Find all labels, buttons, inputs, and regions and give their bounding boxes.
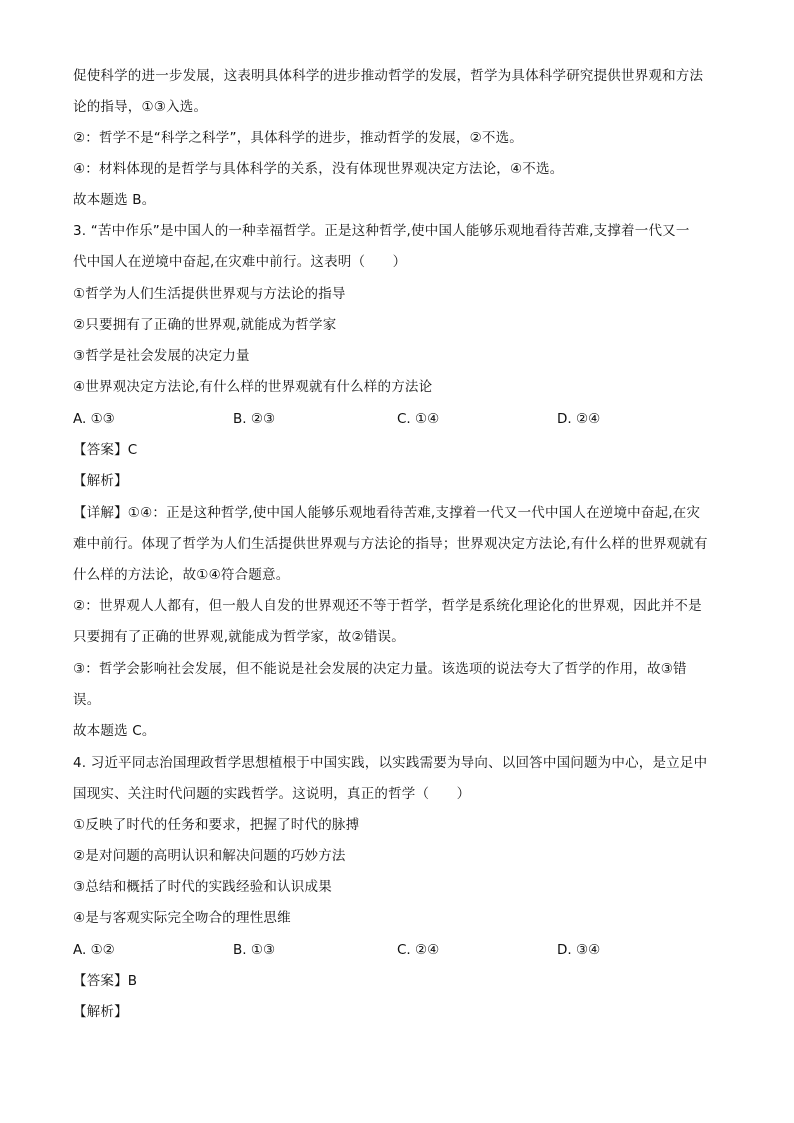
q4-option-d: D. ③④ (557, 942, 601, 958)
q3-item-2: ②只要拥有了正确的世界观,就能成为哲学家 (73, 317, 337, 333)
q3-detail-line-6: ③：哲学会影响社会发展，但不能说是社会发展的决定力量。该选项的说法夸大了哲学的作用，故③错 (73, 661, 687, 677)
q4-option-b: B. ①③ (233, 942, 276, 958)
q3-conclusion: 故本题选 C。 (73, 723, 156, 739)
q3-detail-line-1: 【详解】①④：正是这种哲学,使中国人能够乐观地看待苦难,支撑着一代又一代中国人在逆境中奋起,在灾 (73, 505, 701, 521)
q3-detail-line-3: 什么样的方法论，故①④符合题意。 (73, 567, 290, 583)
q3-option-c: C. ①④ (397, 411, 440, 427)
q3-detail-line-2: 难中前行。体现了哲学为人们生活提供世界观与方法论的指导；世界观决定方法论,有什么样的世界观就有 (73, 536, 708, 552)
prev-analysis-line-1: 促使科学的进一步发展，这表明具体科学的进步推动哲学的发展，哲学为具体科学研究提供世界观和方法 (73, 68, 704, 84)
q4-answer: 【答案】B (73, 973, 138, 989)
q3-option-b: B. ②③ (233, 411, 276, 427)
q3-detail-line-7: 误。 (73, 692, 101, 708)
q3-item-4: ④世界观决定方法论,有什么样的世界观就有什么样的方法论 (73, 379, 433, 395)
q3-item-3: ③哲学是社会发展的决定力量 (73, 348, 250, 364)
q4-item-3: ③总结和概括了时代的实践经验和认识成果 (73, 879, 332, 895)
q4-analysis-heading: 【解析】 (73, 1004, 128, 1020)
prev-analysis-line-2: 论的指导，①③入选。 (73, 99, 208, 115)
prev-analysis-line-3: ②：哲学不是“科学之科学”，具体科学的进步，推动哲学的发展，②不选。 (73, 130, 523, 146)
q4-stem-line-2: 国现实、关注时代问题的实践哲学。这说明，真正的哲学（ ） (73, 786, 471, 802)
prev-conclusion: 故本题选 B。 (73, 192, 156, 208)
q4-option-a: A. ①② (73, 942, 115, 958)
q3-stem-line-1: 3. “苦中作乐”是中国人的一种幸福哲学。正是这种哲学,使中国人能够乐观地看待苦难,支撑着一代又一 (73, 223, 690, 239)
q3-answer: 【答案】C (73, 442, 138, 458)
q3-item-1: ①哲学为人们生活提供世界观与方法论的指导 (73, 286, 346, 302)
q4-stem-line-1: 4. 习近平同志治国理政哲学思想植根于中国实践，以实践需要为导向、以回答中国问题为中心，是立足中 (73, 755, 708, 771)
q3-stem-line-2: 代中国人在逆境中奋起,在灾难中前行。这表明（ ） (73, 254, 407, 270)
q3-analysis-heading: 【解析】 (73, 473, 128, 489)
q4-item-4: ④是与客观实际完全吻合的理性思维 (73, 910, 291, 926)
q4-option-c: C. ②④ (397, 942, 440, 958)
q4-options (73, 940, 713, 960)
q3-detail-line-4: ②：世界观人人都有，但一般人自发的世界观还不等于哲学，哲学是系统化理论化的世界观，因此并不是 (73, 598, 702, 614)
q3-options (73, 409, 713, 429)
q4-item-2: ②是对问题的高明认识和解决问题的巧妙方法 (73, 848, 346, 864)
q3-option-d: D. ②④ (557, 411, 601, 427)
q3-detail-line-5: 只要拥有了正确的世界观,就能成为哲学家，故②错误。 (73, 629, 405, 645)
q4-item-1: ①反映了时代的任务和要求，把握了时代的脉搏 (73, 817, 360, 833)
prev-analysis-line-4: ④：材料体现的是哲学与具体科学的关系，没有体现世界观决定方法论，④不选。 (73, 161, 564, 177)
q3-option-a: A. ①③ (73, 411, 115, 427)
